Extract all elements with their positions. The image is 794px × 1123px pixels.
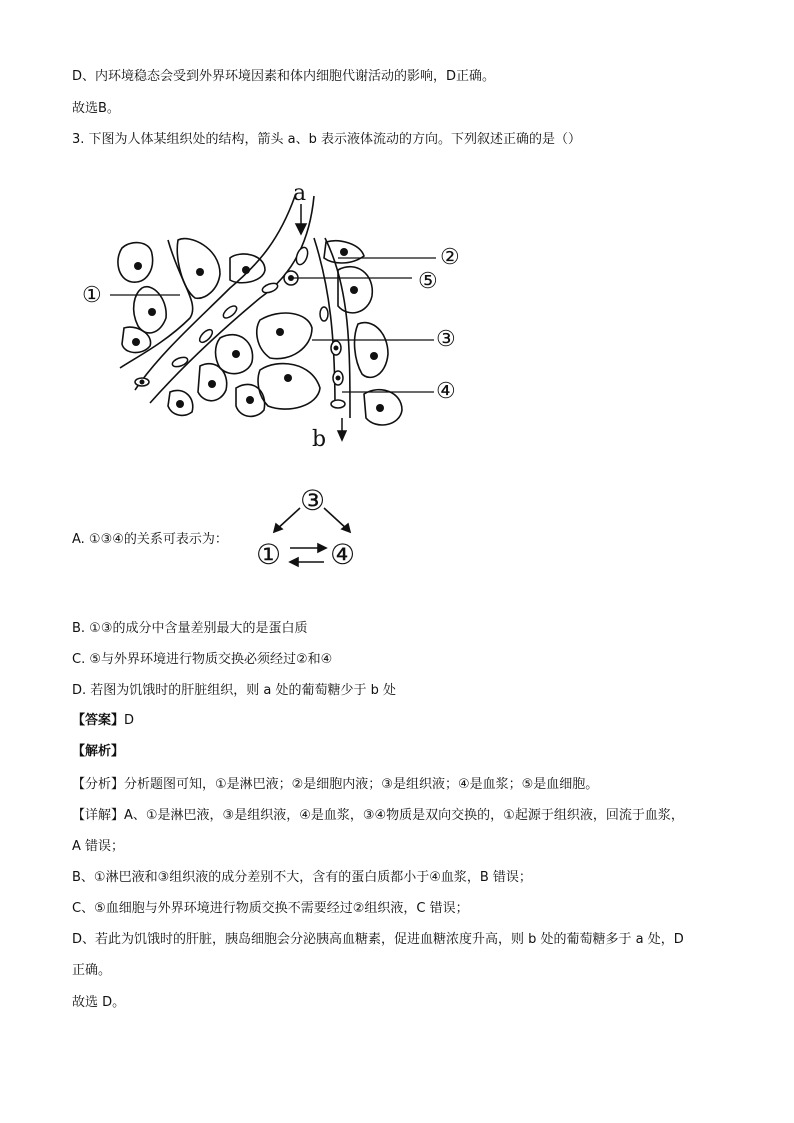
detail-a-line1: 【详解】A、①是淋巴液，③是组织液，④是血浆，③④物质是双向交换的，①起源于组织液，回流于血浆， xyxy=(72,808,684,823)
cell-nucleus xyxy=(148,308,156,316)
relation-node-3: ③ xyxy=(300,484,326,517)
blood-cell-nucleus xyxy=(334,346,339,351)
relation-node-1: ① xyxy=(256,538,282,571)
label-5: ⑤ xyxy=(418,269,438,294)
tissue-cell xyxy=(258,364,320,410)
option-c: C. ⑤与外界环境进行物质交换必须经过②和④ xyxy=(72,652,333,667)
cell-nucleus xyxy=(134,262,142,270)
blood-cell-nucleus xyxy=(336,376,341,381)
cell-nucleus xyxy=(208,380,216,388)
blood-cell xyxy=(294,246,310,266)
blood-cell xyxy=(171,356,189,369)
answer-value: D xyxy=(124,713,135,728)
detail-d-line1: D、若此为饥饿时的肝脏，胰岛细胞会分泌胰高血糖素，促进血糖浓度升高，则 b 处的葡萄糖多于 a 处，D xyxy=(72,932,684,947)
tissue-cell xyxy=(355,323,388,378)
arrowhead xyxy=(290,558,298,566)
label-a: a xyxy=(293,181,307,206)
question-3-stem: 3. 下图为人体某组织处的结构，箭头 a、b 表示液体流动的方向。下列叙述正确的是（） xyxy=(72,132,582,147)
tissue-cell xyxy=(257,313,312,359)
label-2: ② xyxy=(440,245,460,270)
blood-cell xyxy=(261,282,279,295)
option-a: A. ①③④的关系可表示为： xyxy=(72,532,228,547)
cell-nucleus xyxy=(276,328,284,336)
tissue-structure-diagram xyxy=(80,178,470,453)
blood-vessel-wall-lower xyxy=(150,196,314,403)
cell-nucleus xyxy=(242,266,250,274)
cell-nucleus xyxy=(340,248,348,256)
cell-nucleus xyxy=(232,350,240,358)
label-4: ④ xyxy=(436,379,456,404)
blood-cell xyxy=(320,307,328,321)
cell-nucleus xyxy=(246,396,254,404)
final-choice: 故选 D。 xyxy=(72,995,126,1010)
blood-cell-nucleus xyxy=(140,380,145,385)
blood-cell xyxy=(331,400,345,408)
option-d: D. 若图为饥饿时的肝脏组织，则 a 处的葡萄糖少于 b 处 xyxy=(72,683,397,698)
label-b: b xyxy=(312,427,327,452)
relation-diagram xyxy=(252,482,372,574)
analysis-summary: 【分析】分析题图可知，①是淋巴液；②是细胞内液；③是组织液；④是血浆；⑤是血细胞。 xyxy=(72,777,599,792)
arrowhead-a xyxy=(296,224,306,234)
prev-option-d: D、内环境稳态会受到外界环境因素和体内细胞代谢活动的影响，D正确。 xyxy=(72,69,496,84)
arrowhead-b xyxy=(338,431,346,440)
label-1: ① xyxy=(82,283,102,308)
detail-a-line2: A 错误； xyxy=(72,839,125,854)
capillary-wall-right xyxy=(325,238,350,418)
option-b: B. ①③的成分中含量差别最大的是蛋白质 xyxy=(72,621,308,636)
lymph-vessel-wall-upper xyxy=(120,240,193,368)
answer-line xyxy=(72,712,134,730)
detail-d-line2: 正确。 xyxy=(72,963,112,978)
detail-c: C、⑤血细胞与外界环境进行物质交换不需要经过②组织液，C 错误； xyxy=(72,901,469,916)
prev-answer: 故选B。 xyxy=(72,101,120,116)
cell-nucleus xyxy=(350,286,358,294)
cell-nucleus xyxy=(284,374,292,382)
blood-cell xyxy=(198,328,215,345)
cell-nucleus xyxy=(376,404,384,412)
label-3: ③ xyxy=(436,327,456,352)
cell-nucleus xyxy=(370,352,378,360)
arrowhead xyxy=(318,544,326,552)
cell-nucleus xyxy=(132,338,140,346)
cell-nucleus xyxy=(196,268,204,276)
detail-b: B、①淋巴液和③组织液的成分差别不大，含有的蛋白质都小于④血浆，B 错误； xyxy=(72,870,532,885)
relation-node-4: ④ xyxy=(330,538,356,571)
answer-label: 【答案】 xyxy=(72,713,125,728)
tissue-cell xyxy=(118,243,153,283)
analysis-heading: 【解析】 xyxy=(72,744,125,759)
cell-nucleus xyxy=(176,400,184,408)
